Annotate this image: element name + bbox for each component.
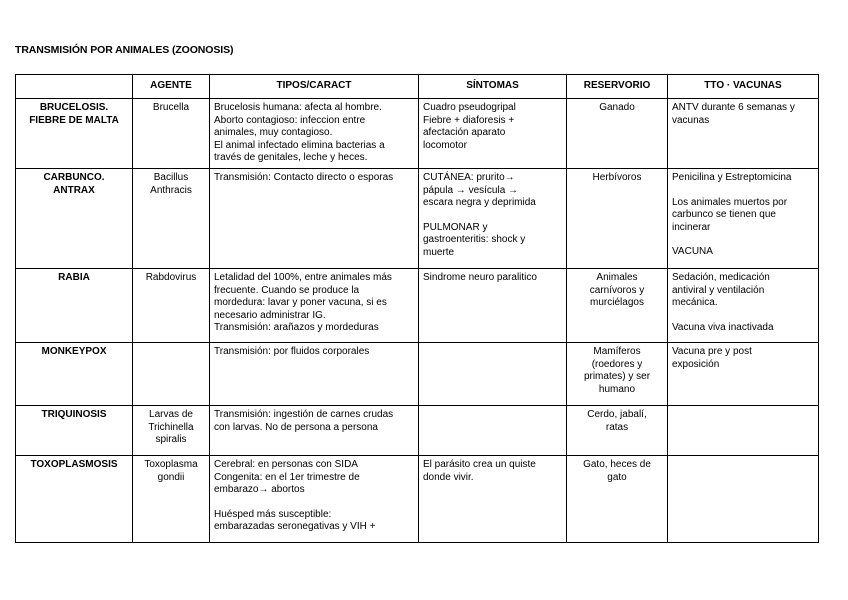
cell-line: través de genitales, leche y heces. xyxy=(214,152,368,164)
cell-line: Congenita: en el 1er trimestre de xyxy=(214,471,360,483)
cell-line: afectación aparato xyxy=(423,127,506,139)
cell-line: Letalidad del 100%, entre animales más xyxy=(214,271,392,283)
cell-line: primates) y ser xyxy=(583,371,651,383)
cell-line: embarazo→ abortos xyxy=(214,484,305,496)
cell-line: CUTÁNEA: prurito→ xyxy=(423,171,515,183)
header-symptoms: SÍNTOMAS xyxy=(419,75,567,99)
cell-line: murciélagos xyxy=(590,297,644,309)
types-cell xyxy=(210,168,419,268)
cell-line: Transmisión: Contacto directo o esporas xyxy=(214,171,394,183)
disease-cell xyxy=(16,268,133,342)
cell-line: embarazadas seronegativas y VIH + xyxy=(214,521,376,533)
cell-line: gondii xyxy=(157,471,185,483)
cell-line: Los animales muertos por xyxy=(672,196,788,208)
cell-line: con larvas. No de persona a persona xyxy=(214,421,378,433)
reservoir-cell xyxy=(567,342,668,405)
treatment-cell xyxy=(668,405,819,455)
types-cell xyxy=(210,268,419,342)
cell-line: exposición xyxy=(672,358,720,370)
cell-line: Animales xyxy=(596,271,638,283)
cell-line: CARBUNCO. xyxy=(43,171,105,183)
cell-line: Bacillus xyxy=(153,171,189,183)
cell-line: Rabdovirus xyxy=(145,271,197,283)
types-cell xyxy=(210,342,419,405)
cell-line: Transmisión: por fluidos corporales xyxy=(214,345,370,357)
cell-line: Cerdo, jabalí, xyxy=(587,408,647,420)
cell-line: Transmisión: ingestión de carnes crudas xyxy=(214,408,394,420)
document-title: TRANSMISIÓN POR ANIMALES (ZOONOSIS) xyxy=(15,44,234,56)
disease-cell xyxy=(16,168,133,268)
cell-line: BRUCELOSIS. xyxy=(39,102,109,113)
cell-line: carbunco se tienen que xyxy=(672,209,776,221)
cell-line: FIEBRE DE MALTA xyxy=(29,114,119,126)
treatment-cell xyxy=(668,342,819,405)
disease-cell xyxy=(16,455,133,542)
cell-line: El animal infectado elimina bacterias a xyxy=(214,139,385,151)
cell-line xyxy=(672,185,814,197)
cell-line: Anthracis xyxy=(150,184,192,196)
cell-line: RABIA xyxy=(58,271,90,283)
cell-line: Herbívoros xyxy=(592,171,642,183)
cell-line: Cerebral: en personas con SIDA xyxy=(214,458,358,470)
cell-line: Trichinella xyxy=(148,421,194,433)
cell-line: Larvas de xyxy=(149,408,193,420)
cell-line: humano xyxy=(598,383,636,395)
cell-line: Vacuna pre y post xyxy=(672,345,752,357)
treatment-cell xyxy=(668,455,819,542)
cell-line: VACUNA xyxy=(672,246,713,258)
treatment-cell xyxy=(668,99,819,169)
cell-line: Brucella xyxy=(152,102,190,113)
reservoir-cell xyxy=(567,405,668,455)
table-row xyxy=(16,99,819,169)
table-row xyxy=(16,405,819,455)
cell-line: donde vivir. xyxy=(423,471,474,483)
cell-line xyxy=(672,310,814,322)
cell-line: gato xyxy=(607,471,627,483)
cell-line: Gato, heces de xyxy=(583,458,651,470)
cell-line: Cuadro pseudogripal xyxy=(423,102,516,113)
cell-line: Mamíferos xyxy=(593,345,641,357)
cell-line: ratas xyxy=(605,421,629,433)
cell-line: muerte xyxy=(423,246,455,258)
cell-line: MONKEYPOX xyxy=(41,345,107,357)
cell-line: Huésped más susceptible: xyxy=(214,508,332,520)
reservoir-cell xyxy=(567,99,668,169)
cell-line: Transmisión: arañazos y mordeduras xyxy=(214,322,379,334)
types-cell xyxy=(210,99,419,169)
reservoir-cell xyxy=(567,455,668,542)
cell-line: ANTRAX xyxy=(53,184,95,196)
cell-line: antiviral y ventilación xyxy=(672,284,765,296)
symptoms-cell xyxy=(419,455,567,542)
cell-line: mecánica. xyxy=(672,297,718,309)
types-cell xyxy=(210,405,419,455)
treatment-cell xyxy=(668,168,819,268)
cell-line: gastroenteritis: shock y xyxy=(423,234,526,246)
cell-line: locomotor xyxy=(423,139,467,151)
symptoms-cell xyxy=(419,342,567,405)
cell-line: Brucelosis humana: afecta al hombre. xyxy=(214,102,382,113)
cell-line: Sedación, medicación xyxy=(672,271,770,283)
cell-line xyxy=(672,234,814,246)
header-reservoir: RESERVORIO xyxy=(567,75,668,99)
disease-cell xyxy=(16,342,133,405)
symptoms-cell xyxy=(419,405,567,455)
cell-line: Aborto contagioso: infeccion entre xyxy=(214,114,366,126)
cell-line: mordedura: lavar y poner vacuna, si es xyxy=(214,297,387,309)
agent-cell xyxy=(133,168,210,268)
cell-line: Fiebre + diaforesis + xyxy=(423,114,515,126)
table-row xyxy=(16,168,819,268)
table-row xyxy=(16,455,819,542)
cell-line: vacunas xyxy=(672,114,710,126)
cell-line: Toxoplasma xyxy=(144,458,198,470)
types-cell xyxy=(210,455,419,542)
cell-line: (roedores y xyxy=(591,358,643,370)
symptoms-cell xyxy=(419,168,567,268)
header-types: TIPOS/CARACT xyxy=(210,75,419,99)
cell-line: TOXOPLASMOSIS xyxy=(30,458,118,470)
header-treatment: TTO · VACUNAS xyxy=(668,75,819,99)
table-row xyxy=(16,342,819,405)
disease-cell xyxy=(16,99,133,169)
cell-line: escara negra y deprimida xyxy=(423,197,536,209)
cell-line: TRIQUINOSIS xyxy=(41,408,107,420)
table-row xyxy=(16,268,819,342)
reservoir-cell xyxy=(567,168,668,268)
zoonosis-table xyxy=(15,74,819,543)
symptoms-cell xyxy=(419,99,567,169)
agent-cell xyxy=(133,455,210,542)
disease-cell xyxy=(16,405,133,455)
cell-line: pápula → vesícula → xyxy=(423,184,519,196)
cell-line: El parásito crea un quiste xyxy=(423,458,536,470)
cell-line: Vacuna viva inactivada xyxy=(672,321,774,333)
agent-cell xyxy=(133,268,210,342)
agent-cell xyxy=(133,99,210,169)
cell-line: Penicilina y Estreptomicina xyxy=(672,171,792,183)
agent-cell xyxy=(133,342,210,405)
cell-line: animales, muy contagioso. xyxy=(214,127,333,139)
cell-line: frecuente. Cuando se produce la xyxy=(214,284,360,296)
cell-line: carnívoros y xyxy=(589,284,645,296)
cell-line: spiralis xyxy=(155,434,187,446)
header-disease xyxy=(16,75,133,99)
cell-line: ANTV durante 6 semanas y xyxy=(672,102,795,113)
cell-line: Sindrome neuro paralitico xyxy=(423,271,537,283)
cell-line xyxy=(423,210,562,222)
cell-line: Ganado xyxy=(599,102,635,113)
header-row xyxy=(16,75,819,99)
symptoms-cell xyxy=(419,268,567,342)
cell-line xyxy=(214,497,414,509)
cell-line: PULMONAR y xyxy=(423,221,488,233)
treatment-cell xyxy=(668,268,819,342)
reservoir-cell xyxy=(567,268,668,342)
agent-cell xyxy=(133,405,210,455)
cell-line: necesario administrar IG. xyxy=(214,309,326,321)
header-agent: AGENTE xyxy=(133,75,210,99)
table-body xyxy=(16,99,819,543)
cell-line: incinerar xyxy=(672,221,711,233)
